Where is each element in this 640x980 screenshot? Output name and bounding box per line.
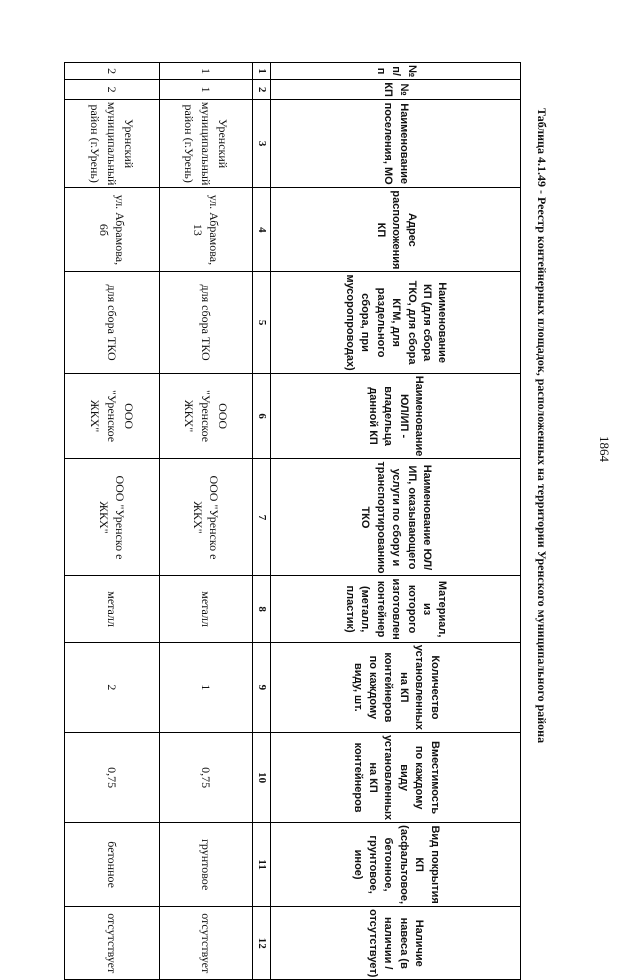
table-cell: 0,75 <box>64 732 159 822</box>
header-cell: Вид покрытия КП (асфальтовое, бетонное, грунтовое, иное) <box>271 823 521 907</box>
table-cell: 0,75 <box>159 732 252 822</box>
table-cell: ул. Абрамова, 13 <box>159 188 252 272</box>
header-cell: Наименование поселения, МО <box>271 99 521 188</box>
column-number: 4 <box>252 188 270 272</box>
table-cell: 2 <box>64 63 159 80</box>
table-cell: для сбора ТКО <box>64 272 159 373</box>
column-number: 12 <box>252 907 270 980</box>
registry-table <box>64 62 521 980</box>
header-cell: Материал, из которого изготовлен контейнер (металл, пластик) <box>271 576 521 642</box>
table-cell: грунтовое <box>159 823 252 907</box>
column-number-row <box>252 63 270 980</box>
table-row <box>159 63 252 980</box>
table-cell: 1 <box>159 642 252 732</box>
header-cell: Количество установленных на КП контейнеров по каждому виду, шт. <box>271 642 521 732</box>
header-cell: Наличие навеса (в наличии / отсутствует) <box>271 907 521 980</box>
table-cell: металл <box>64 576 159 642</box>
column-number: 8 <box>252 576 270 642</box>
table-cell: Уренский муниципальный район (г.Урень) <box>159 99 252 188</box>
header-cell: Наименование ЮЛ/ИП - владельца данной КП <box>271 373 521 459</box>
table-cell: металл <box>159 576 252 642</box>
header-cell: Наименование ЮЛ/ИП, оказывающего услуги по сбору и транспортированию ТКО <box>271 459 521 576</box>
column-number: 6 <box>252 373 270 459</box>
header-cell: Вместимость по каждому виду установленных на КП контейнеров <box>271 732 521 822</box>
header-cell: Наименование КП (для сбора ТКО, для сбора КГМ, для раздельного сбора, при мусоропроводах) <box>271 272 521 373</box>
column-number: 7 <box>252 459 270 576</box>
table-cell: ул. Абрамова, 6б <box>64 188 159 272</box>
table-cell: 2 <box>64 642 159 732</box>
table-caption: Таблица 4.1.49 - Реестр контейнерных площадок, расположенных на территории Уренского муниципального района <box>535 108 549 744</box>
table-cell: ООО "Уренско е ЖКХ" <box>159 459 252 576</box>
table-cell: ООО "Уренско е ЖКХ" <box>64 459 159 576</box>
header-cell: № КП <box>271 80 521 100</box>
table-cell: отсутствует <box>64 907 159 980</box>
table-cell: 2 <box>64 80 159 100</box>
table-cell: отсутствует <box>159 907 252 980</box>
column-number: 11 <box>252 823 270 907</box>
table-cell: 1 <box>159 63 252 80</box>
column-number: 10 <box>252 732 270 822</box>
table-row <box>64 63 159 980</box>
header-row <box>271 63 521 980</box>
column-number: 2 <box>252 80 270 100</box>
page-number: 1864 <box>597 436 612 462</box>
column-number: 5 <box>252 272 270 373</box>
table-cell: ООО "Уренское ЖКХ" <box>159 373 252 459</box>
table-cell: 1 <box>159 80 252 100</box>
table-cell: для сбора ТКО <box>159 272 252 373</box>
header-cell: № п/п <box>271 63 521 80</box>
column-number: 3 <box>252 99 270 188</box>
column-number: 9 <box>252 642 270 732</box>
table-cell: бетонное <box>64 823 159 907</box>
table-cell: Уренский муниципальный район (г.Урень) <box>64 99 159 188</box>
column-number: 1 <box>252 63 270 80</box>
table-cell: ООО "Уренское ЖКХ" <box>64 373 159 459</box>
header-cell: Адрес расположения КП <box>271 188 521 272</box>
